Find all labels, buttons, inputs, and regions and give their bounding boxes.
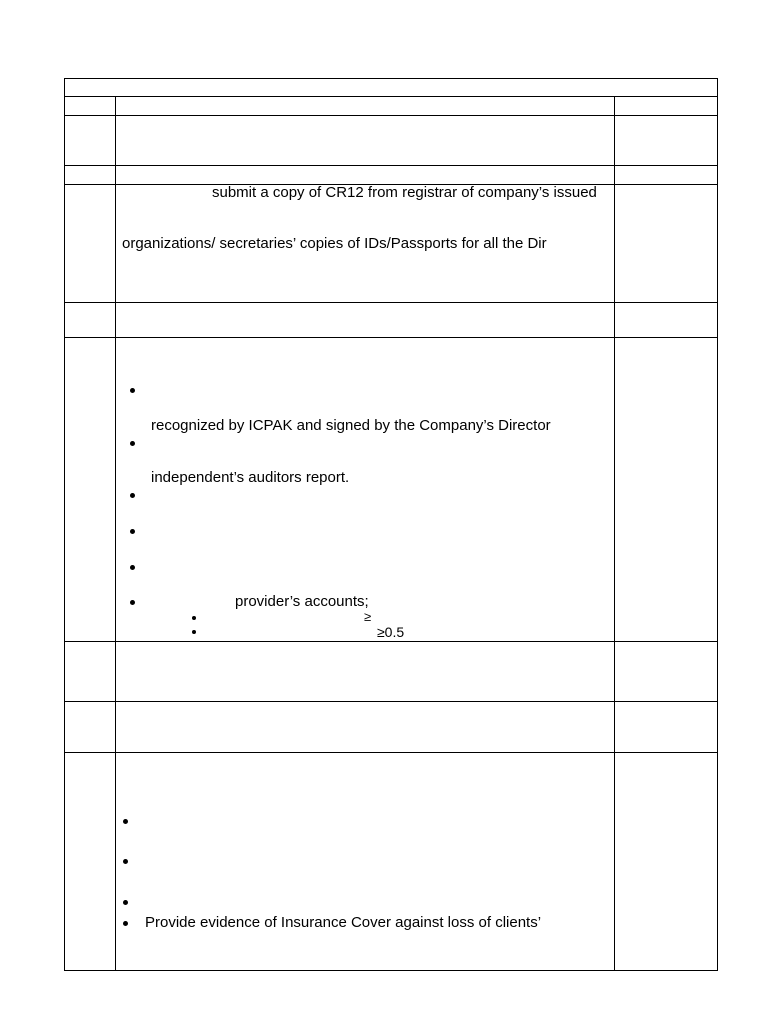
sub-bullet-point (192, 630, 196, 634)
bullet-point (130, 493, 135, 498)
table-row-divider (64, 641, 718, 642)
cell-text-auditors: independent’s auditors report. (151, 469, 350, 486)
cell-text-ratio-2: ≥0.5 (377, 624, 405, 640)
table-row-divider (64, 115, 718, 116)
table-column-divider (614, 96, 615, 971)
bullet-point (130, 529, 135, 534)
bullet-point (123, 819, 128, 824)
table-column-divider (115, 96, 116, 971)
bullet-point (130, 388, 135, 393)
table-right-border (717, 78, 718, 971)
cell-text-ids: organizations/ secretaries’ copies of IDs/Passports for all the Dir (122, 235, 547, 252)
cell-text-insurance: Provide evidence of Insurance Cover against loss of clients’ (145, 914, 542, 931)
table-bottom-border (64, 970, 718, 971)
bullet-point (123, 921, 128, 926)
table-row-divider (64, 701, 718, 702)
bullet-point (123, 859, 128, 864)
cell-text-cr12: submit a copy of CR12 from registrar of company’s issued (212, 184, 597, 201)
cell-text-icpak: recognized by ICPAK and signed by the Company’s Director (151, 417, 551, 434)
cell-text-ratio-1: ≥ (364, 609, 372, 624)
table-row-divider (64, 337, 718, 338)
table-left-border (64, 78, 65, 971)
table-row-divider (64, 96, 718, 97)
bullet-point (130, 441, 135, 446)
bullet-point (123, 900, 128, 905)
table-top-border (64, 78, 718, 79)
bullet-point (130, 600, 135, 605)
table-row-divider (64, 165, 718, 166)
table-row-divider (64, 302, 718, 303)
table-row-divider (64, 752, 718, 753)
sub-bullet-point (192, 616, 196, 620)
bullet-point (130, 565, 135, 570)
cell-text-accounts: provider’s accounts; (235, 593, 369, 610)
